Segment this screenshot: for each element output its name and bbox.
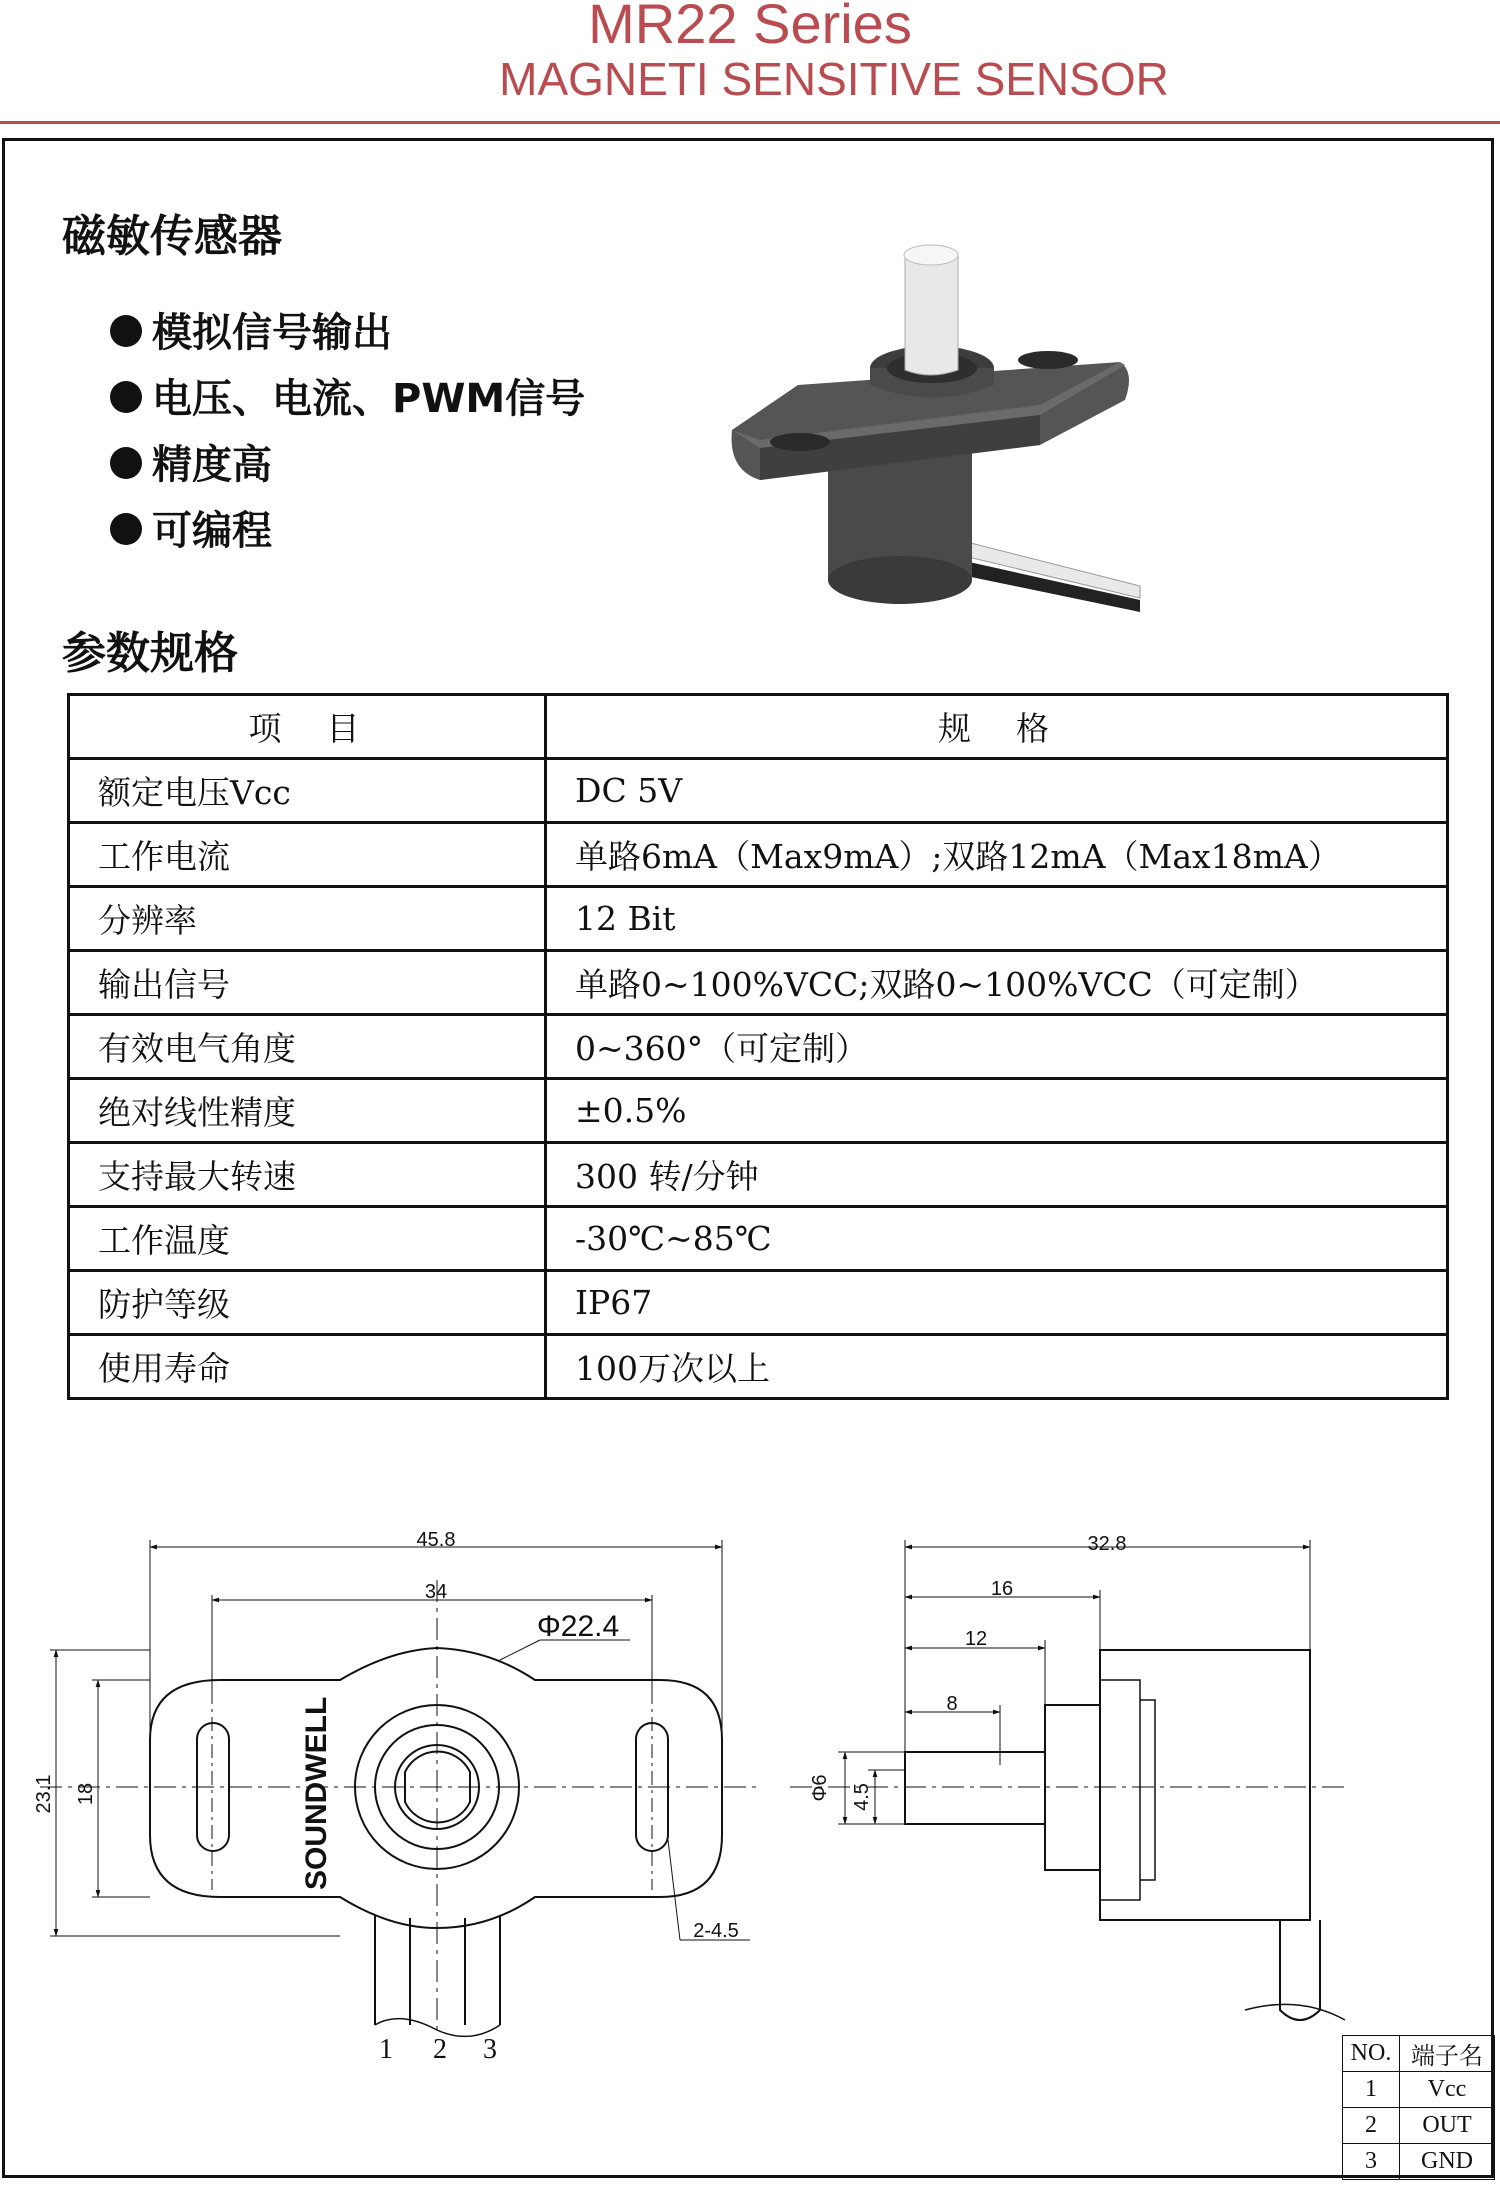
dim-overall-height: 23.1 — [33, 1774, 55, 1814]
dim-hole-spacing: 34 — [424, 1581, 448, 1603]
dim-body-diameter: Φ22.4 — [536, 1610, 620, 1643]
dim-flange-height: 18 — [75, 1782, 97, 1806]
pin-row: 3 GND — [1343, 2144, 1495, 2180]
spec-table — [67, 693, 1449, 1400]
dim-8: 8 — [946, 1693, 958, 1715]
product-photo — [0, 0, 1500, 700]
spec-heading: 参数规格 — [62, 628, 238, 679]
dim-shaft-diameter: Φ6 — [809, 1774, 831, 1802]
dim-shaft-flat: 4.5 — [851, 1783, 873, 1811]
brand-logo: SOUNDWELL — [300, 1696, 333, 1890]
table-row: 分辨率 12 Bit — [69, 887, 1448, 951]
column-header-item: 项 目 — [69, 695, 546, 759]
feature-item: 电压、电流、PWM信号 — [110, 366, 585, 432]
document-subtitle: MAGNETI SENSITIVE SENSOR — [499, 53, 1169, 105]
pin-label: 2 — [433, 2034, 447, 2065]
pin-row: 2 OUT — [1343, 2108, 1495, 2144]
pin-label: 1 — [379, 2034, 393, 2065]
pin-table — [1342, 2035, 1495, 2180]
dim-overall-width: 45.8 — [416, 1529, 456, 1551]
column-header-spec: 规 格 — [546, 695, 1448, 759]
dim-12: 12 — [964, 1628, 988, 1650]
dim-overall-depth: 32.8 — [1087, 1533, 1127, 1555]
feature-item: 模拟信号输出 — [110, 300, 585, 366]
table-row: 绝对线性精度 ±0.5% — [69, 1079, 1448, 1143]
table-row: 额定电压Vcc DC 5V — [69, 759, 1448, 823]
pin-row: 1 Vcc — [1343, 2072, 1495, 2108]
dim-holes: 2-4.5 — [693, 1920, 739, 1942]
table-row: 工作温度 -30℃~85℃ — [69, 1207, 1448, 1271]
table-row: 输出信号 单路0~100%VCC;双路0~100%VCC（可定制） — [69, 951, 1448, 1015]
table-row: 使用寿命 100万次以上 — [69, 1335, 1448, 1399]
document-title: MR22 Series — [588, 0, 912, 55]
table-row: 防护等级 IP67 — [69, 1271, 1448, 1335]
table-header-row — [69, 695, 1448, 759]
pin-header-row: NO. 端子名 — [1343, 2036, 1495, 2072]
pin-label: 3 — [483, 2034, 497, 2065]
feature-item: 可编程 — [110, 498, 585, 564]
table-row: 支持最大转速 300 转/分钟 — [69, 1143, 1448, 1207]
dim-16: 16 — [990, 1578, 1014, 1600]
product-heading: 磁敏传感器 — [62, 211, 282, 262]
table-row: 有效电气角度 0~360°（可定制） — [69, 1015, 1448, 1079]
table-row: 工作电流 单路6mA（Max9mA）;双路12mA（Max18mA） — [69, 823, 1448, 887]
feature-item: 精度高 — [110, 432, 585, 498]
